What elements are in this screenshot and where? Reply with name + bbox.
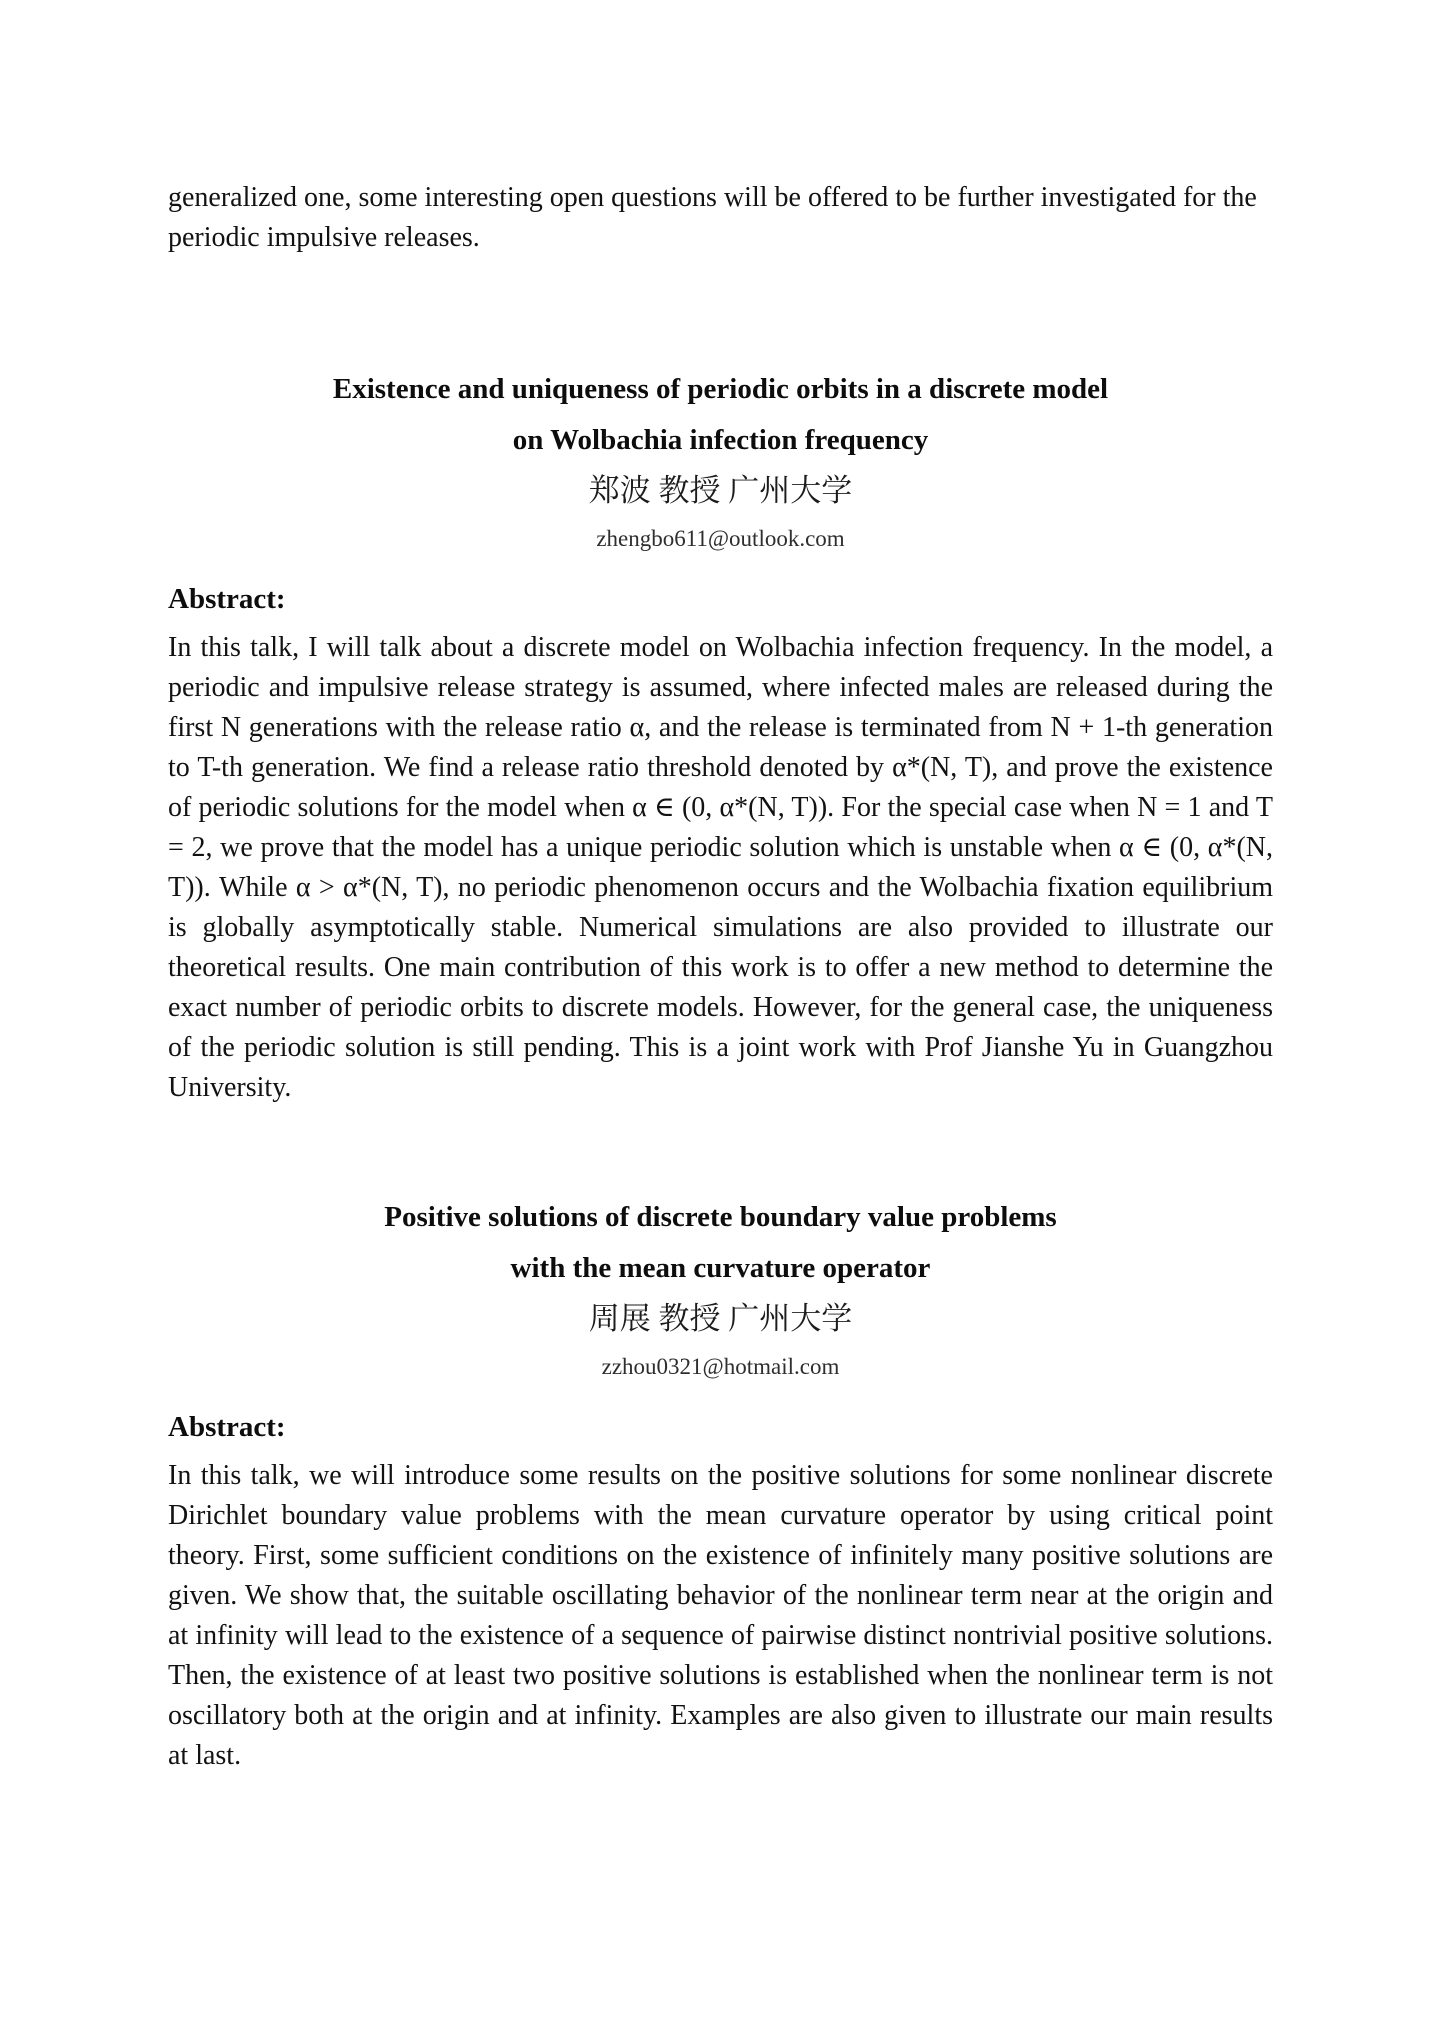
talk-title-line2: on Wolbachia infection frequency (512, 424, 929, 456)
abstract-text: In this talk, we will introduce some results on the positive solutions for some nonlinear discrete Dirichlet boundary value problems with the mean curvature operator by using critical point theory. First, some sufficient conditions on the existence of infinitely many positive solutions are given. We show that, the suitable oscillating behavior of the nonlinear term near at the origin and at infinity will lead to the existence of a sequence of pairwise distinct nontrivial positive solutions. Then, the existence of at least two positive solutions is established when the nonlinear term is not oscillatory both at the origin and at infinity. Examples are also given to illustrate our main results at last. (168, 1460, 1273, 1771)
speaker-email: zhengbo611@outlook.com (596, 526, 845, 551)
abstract-label: Abstract: (168, 583, 286, 615)
talk-title (168, 364, 1273, 466)
speaker-email: zzhou0321@hotmail.com (601, 1354, 840, 1379)
talk-section-mean-curvature (168, 1192, 1273, 1776)
talk-title (168, 1192, 1273, 1294)
talk-title-line1: Existence and uniqueness of periodic orbits in a discrete model (332, 373, 1109, 405)
abstract-text: In this talk, I will talk about a discrete model on Wolbachia infection frequency. In the model, a periodic and impulsive release strategy is assumed, where infected males are released during the first N generations with the release ratio α, and the release is terminated from N + 1-th generation to T-th generation. We find a release ratio threshold denoted by α*(N, T), and prove the existence of periodic solutions for the model when α ∈ (0, α*(N, T)). For the special case when N = 1 and T = 2, we prove that the model has a unique periodic solution which is unstable when α ∈ (0, α*(N, T)). While α > α*(N, T), no periodic phenomenon occurs and the Wolbachia fixation equilibrium is globally asymptotically stable. Numerical simulations are also provided to illustrate our theoretical results. One main contribution of this work is to offer a new method to determine the exact number of periodic orbits to discrete models. However, for the general case, the uniqueness of the periodic solution is still pending. This is a joint work with Prof Jianshe Yu in Guangzhou University. (168, 632, 1273, 1103)
abstract-label: Abstract: (168, 1411, 286, 1443)
talk-title-line1: Positive solutions of discrete boundary value problems (384, 1201, 1057, 1233)
speaker-name: 周展 教授 广州大学 (588, 1301, 853, 1336)
intro-continuation-paragraph: generalized one, some interesting open questions will be offered to be further investigated for the periodic impulsive releases. (168, 182, 1257, 253)
speaker-name: 郑波 教授 广州大学 (588, 473, 853, 508)
talk-title-line2: with the mean curvature operator (510, 1252, 931, 1284)
talk-section-wolbachia (168, 364, 1273, 1108)
